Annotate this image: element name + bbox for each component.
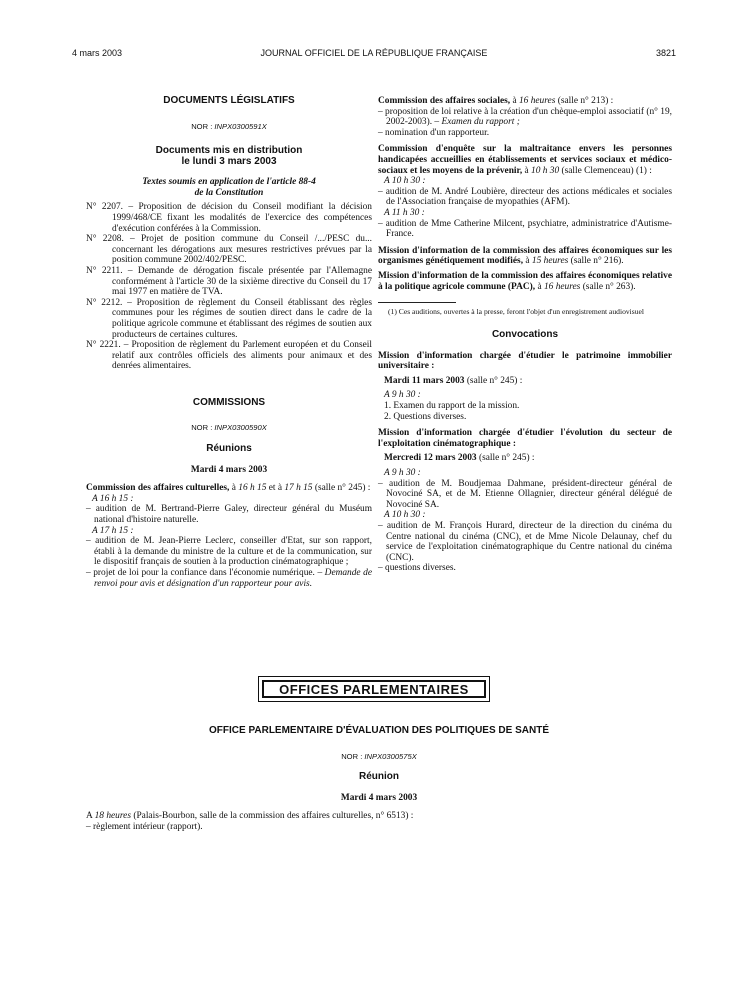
text: – projet de loi pour la confiance dans l'économie numérique. – (86, 567, 325, 578)
text: (salle n° 263). (580, 281, 636, 292)
mission-name: Mission d'information de la commission des affaires économiques relative à la politique agricole commune (PAC), (378, 270, 672, 292)
time: 16 heures (518, 96, 556, 106)
agenda-item (86, 568, 372, 589)
docs-subtitle-2: le lundi 3 mars 2003 (181, 155, 277, 167)
date-heading: Mardi 4 mars 2003 (190, 464, 268, 475)
doc-item: N° 2212. – Proposition de règlement du Conseil établissant des règles communes pour les régimes de soutien direct dans le cadre de la politique agricole commune et établissant des régimes de soutien aux producteurs de certaines cultures. (86, 297, 372, 340)
time-label: A 11 h 30 : (384, 207, 425, 218)
docs-nor (86, 122, 372, 133)
footnote: (1) Ces auditions, ouvertes à la presse, feront l'objet d'un enregistrement audiovisuel (388, 307, 645, 317)
text: (salle Clemenceau) (1) : (559, 165, 652, 176)
time: 10 h 30 (531, 165, 560, 176)
time-label: A 17 h 15 : (92, 525, 134, 536)
docs-title: DOCUMENTS LÉGISLATIFS (163, 95, 295, 106)
text: à (523, 256, 532, 267)
time-label: A 10 h 30 : (384, 510, 426, 521)
text: – proposition de loi relative à la création d'un chèque-emploi associatif (n° 19, 2002-2003). – (378, 106, 672, 128)
text: à (229, 483, 239, 494)
time: 16 h 15 (238, 483, 267, 494)
commission-name: Commission d'enquête sur la maltraitance envers les personnes handicapées accueillies en établissements et services sociaux et médico-sociaux et les moyens de la prévenir, (378, 144, 672, 176)
time: 17 h 15 (284, 483, 313, 494)
left-column (86, 96, 372, 589)
page-header (72, 48, 676, 62)
date-line (378, 453, 672, 464)
commission-name: Commission des affaires culturelles, (86, 483, 230, 494)
nor-label: NOR : (191, 423, 215, 433)
header-page-number: 3821 (655, 48, 676, 58)
header-journal-title: JOURNAL OFFICIEL DE LA RÉPUBLIQUE FRANÇAISE (260, 48, 488, 58)
office-title: OFFICE PARLEMENTAIRE D'ÉVALUATION DES POLITIQUES DE SANTÉ (209, 725, 549, 736)
time: 16 heures (543, 281, 581, 292)
office-date: Mardi 4 mars 2003 (340, 792, 418, 803)
text: (salle n° 245) : (476, 453, 535, 464)
enquete-commission (378, 144, 672, 176)
doc-item: N° 2207. – Proposition de décision du Conseil modifiant la décision 1999/468/CE fixant les modalités de l'exercice des compétences d'exécution conférées à la Commission. (86, 202, 372, 234)
agenda-item: – audition de M. Boudjemaa Dahmane, président-directeur général de Novociné SA, et de M. Etienne Ollagnier, directeur général délégué de Novociné SA. (378, 478, 672, 510)
cult-commission (86, 483, 372, 494)
convocations-heading: Convocations (491, 329, 559, 341)
reunions-heading: Réunions (206, 443, 252, 455)
text: Demande de renvoi pour avis et désignation d'un rapporteur pour avis. (94, 567, 372, 589)
text: A (86, 811, 95, 822)
time: 18 heures (94, 811, 131, 822)
nor-code: INPX0300591X (214, 121, 267, 131)
time-label: A 10 h 30 : (384, 176, 426, 187)
text: (salle n° 216). (568, 256, 624, 267)
doc-item: N° 2211. – Demande de dérogation fiscale présentée par l'Allemagne conformément à l'article 30 de la sixième directive du Conseil du 17 mai 1977 en matière de TVA. (86, 265, 372, 298)
docs-subtitle-1: Documents mis en distribution (155, 145, 303, 157)
date: Mercredi 12 mars 2003 (384, 453, 477, 464)
offices-section (86, 726, 672, 832)
text: (salle n° 245) : (312, 483, 371, 494)
time-label: A 9 h 30 : (384, 467, 421, 478)
ogm-mission (378, 246, 672, 267)
commission-name: Commission des affaires sociales, (378, 96, 511, 106)
right-column (378, 96, 672, 574)
footnote-rule (378, 302, 456, 303)
agenda-item: 1. Examen du rapport de la mission. (384, 400, 520, 411)
text: à (535, 281, 544, 292)
textes-heading-1: Textes soumis en application de l'article 88-4 (142, 177, 316, 188)
text: (salle n° 213) : (555, 96, 614, 106)
text: (Palais-Bourbon, salle de la commission des affaires culturelles, n° 6513) : (130, 811, 414, 822)
agenda-item: – audition de M. François Hurard, directeur de la direction du cinéma du Centre national du cinéma (CNC), et de Mme Nicole Delaunay, chef du service de l'exploitation cinématographique du Centre national du cinéma (CNC). (378, 520, 672, 563)
doc-item: N° 2221. – Proposition de règlement du Parlement européen et du Conseil relatif aux contrôles officiels des aliments pour animaux et des denrées alimentaires. (86, 340, 372, 372)
text: à (510, 96, 519, 106)
time-label: A 16 h 15 : (92, 493, 134, 504)
text: Examen du rapport ; (441, 117, 520, 128)
office-reunion-heading: Réunion (359, 771, 399, 783)
soc-commission (378, 96, 672, 107)
commissions-nor (86, 423, 372, 434)
header-date: 4 mars 2003 (72, 48, 123, 58)
agenda-item (378, 107, 672, 128)
textes-heading-2: de la Constitution (194, 187, 264, 198)
agenda-item: 2. Questions diverses. (384, 411, 467, 422)
nor-code: INPX0300575X (364, 751, 417, 761)
patrimoine-mission: Mission d'information chargée d'étudier le patrimoine immobilier universitaire : (378, 350, 672, 372)
text: (salle n° 245) : (464, 375, 523, 386)
cinema-mission: Mission d'information chargée d'étudier l'évolution du secteur de l'exploitation cinématographique : (378, 428, 672, 449)
doc-item: N° 2208. – Projet de position commune du Conseil /.../PESC du... concernant les dérogations aux mesures restrictives prévues par la position commune 2002/402/PESC. (86, 234, 372, 266)
date-line (378, 376, 672, 387)
office-nor (86, 752, 672, 763)
offices-box-title: OFFICES PARLEMENTAIRES (262, 680, 486, 698)
agenda-item: – questions diverses. (378, 563, 456, 574)
time: 15 heures (531, 256, 569, 267)
office-line (86, 811, 672, 822)
text: et à (266, 483, 285, 494)
office-agenda-item: – règlement intérieur (rapport). (86, 821, 203, 832)
nor-code: INPX0300590X (214, 423, 267, 433)
agenda-item: – audition de M. Jean-Pierre Leclerc, conseiller d'Etat, sur son rapport, établi à la demande du ministre de la culture et de la communication, sur le dispositif français de soutien à la production cinématographique ; (86, 536, 372, 568)
nor-label: NOR : (341, 751, 365, 761)
agenda-item: – nomination d'un rapporteur. (378, 127, 490, 138)
mission-name: Mission d'information de la commission des affaires économiques sur les organismes génétiquement modifiés, (378, 245, 672, 267)
pac-mission (378, 271, 672, 292)
offices-box (258, 676, 490, 702)
agenda-item: – audition de M. Bertrand-Pierre Galey, directeur général du Muséum national d'histoire naturelle. (86, 504, 372, 525)
date: Mardi 11 mars 2003 (384, 375, 465, 386)
time-label: A 9 h 30 : (384, 390, 421, 401)
agenda-item: – audition de Mme Catherine Milcent, psychiatre, administratrice d'Autisme-France. (378, 218, 672, 240)
agenda-item: – audition de M. André Loubière, directeur des actions médicales et sociales de l'Association française de myopathies (AFM). (378, 186, 672, 208)
nor-label: NOR : (191, 121, 215, 131)
commissions-title: COMMISSIONS (192, 396, 266, 408)
text: à (522, 165, 532, 176)
